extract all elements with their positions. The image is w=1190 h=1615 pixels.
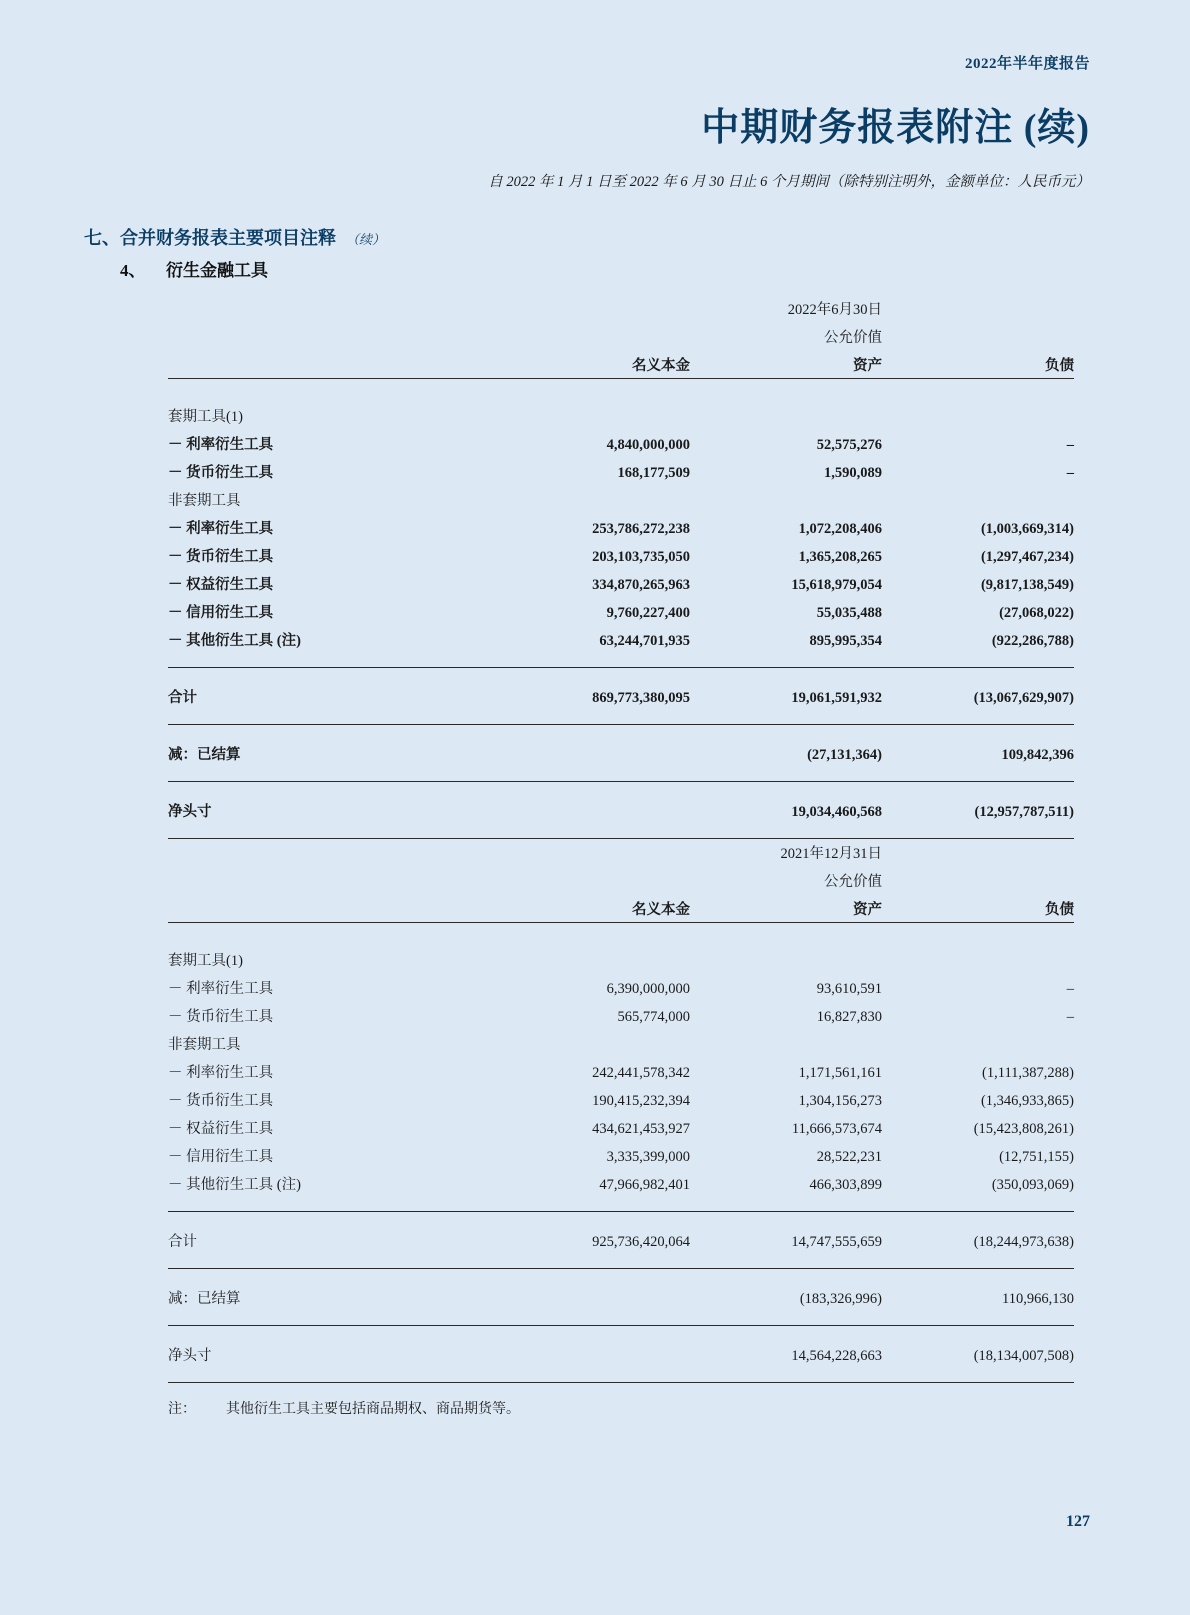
table1-col-notional: 名义本金 [498, 350, 690, 379]
subsection-number: 4、 [120, 261, 146, 280]
spacer [168, 1269, 1074, 1284]
table-header-fv-row [168, 322, 1074, 350]
table-row: － 权益衍生工具 434,621,453,927 11,666,573,674 (15,423,808,261) [168, 1120, 1074, 1137]
spacer [168, 379, 1074, 402]
running-head: 2022年半年度报告 [964, 56, 1090, 72]
table-row: － 货币衍生工具 168,177,509 1,590,089 – [168, 464, 1074, 481]
table-row: － 利率衍生工具 253,786,272,238 1,072,208,406 (1,003,669,314) [168, 520, 1074, 537]
derivatives-table-2021 [168, 838, 1074, 1383]
table-header-date-row [168, 294, 1074, 322]
spacer [168, 824, 1074, 839]
table2-net-row: 净头寸 14,564,228,663 (18,134,007,508) [168, 1347, 1074, 1364]
table-row: － 信用衍生工具 3,335,399,000 28,522,231 (12,751,155) [168, 1148, 1074, 1165]
spacer [168, 1326, 1074, 1341]
page-subtitle: 自 2022 年 1 月 1 日至 2022 年 6 月 30 日止 6 个月期间（除特别注明外，金额单位：人民币元） [488, 174, 1090, 190]
table-row: 套期工具(1) [168, 952, 243, 969]
table2-col-notional: 名义本金 [498, 894, 690, 923]
spacer [168, 1197, 1074, 1212]
spacer [168, 668, 1074, 683]
table-row: － 货币衍生工具 565,774,000 16,827,830 – [168, 1008, 1074, 1025]
spacer [168, 767, 1074, 782]
section-heading [84, 224, 385, 250]
table2-col-asset: 资产 [690, 894, 882, 923]
derivatives-table-2022 [168, 294, 1074, 839]
spacer [168, 653, 1074, 668]
table-header-fv-row [168, 866, 1074, 894]
spacer [168, 1368, 1074, 1383]
spacer [168, 923, 1074, 946]
table-row: － 利率衍生工具 242,441,578,342 1,171,561,161 (1,111,387,288) [168, 1064, 1074, 1081]
page-number: 127 [1066, 1513, 1090, 1530]
table2-fv-header: 公允价值 [824, 873, 882, 890]
table-header-date-row [168, 838, 1074, 866]
subsection-heading [120, 256, 268, 281]
table-row: 非套期工具 [168, 492, 241, 509]
section-heading-text: 七、合并财务报表主要项目注释 [84, 228, 336, 248]
spacer [168, 1311, 1074, 1326]
table2-column-header-row [168, 894, 1074, 923]
table1-col-asset: 资产 [690, 350, 882, 379]
table-row: － 其他衍生工具 (注) 47,966,982,401 466,303,899 (350,093,069) [168, 1176, 1074, 1193]
spacer [168, 710, 1074, 725]
table-row: － 信用衍生工具 9,760,227,400 55,035,488 (27,068,022) [168, 604, 1074, 621]
table-row: － 货币衍生工具 190,415,232,394 1,304,156,273 (1,346,933,865) [168, 1092, 1074, 1109]
table-row: 套期工具(1) [168, 408, 243, 425]
table-row: 非套期工具 [168, 1036, 241, 1053]
table-row: － 利率衍生工具 6,390,000,000 93,610,591 – [168, 980, 1074, 997]
page-title: 中期财务报表附注 (续) [701, 107, 1090, 149]
table-row: － 利率衍生工具 4,840,000,000 52,575,276 – [168, 436, 1074, 453]
spacer [168, 782, 1074, 797]
table1-settled-row: 减：已结算 (27,131,364) 109,842,396 [168, 746, 1074, 763]
table-row: － 其他衍生工具 (注) 63,244,701,935 895,995,354 (922,286,788) [168, 632, 1074, 649]
table1-column-header-row [168, 350, 1074, 379]
table1-date-header: 2022年6月30日 [787, 301, 882, 318]
table1-col-liability: 负债 [882, 350, 1074, 379]
table2-settled-row: 减：已结算 (183,326,996) 110,966,130 [168, 1290, 1074, 1307]
table2-date-header: 2021年12月31日 [780, 845, 882, 862]
table2-total-row: 合计 925,736,420,064 14,747,555,659 (18,244,973,638) [168, 1233, 1074, 1250]
table2-col-liability: 负债 [882, 894, 1074, 923]
spacer [168, 725, 1074, 740]
footnote-text: 其他衍生工具主要包括商品期权、商品期货等。 [226, 1402, 520, 1417]
section-heading-continued: （续） [346, 232, 386, 247]
table-row: － 货币衍生工具 203,103,735,050 1,365,208,265 (1,297,467,234) [168, 548, 1074, 565]
table1-net-row: 净头寸 19,034,460,568 (12,957,787,511) [168, 803, 1074, 820]
footnote [168, 1398, 520, 1418]
table1-fv-header: 公允价值 [824, 329, 882, 346]
subsection-title: 衍生金融工具 [166, 261, 268, 280]
table-row: － 权益衍生工具 334,870,265,963 15,618,979,054 (9,817,138,549) [168, 576, 1074, 593]
spacer [168, 1254, 1074, 1269]
spacer [168, 1212, 1074, 1227]
footnote-label: 注： [168, 1402, 196, 1417]
table1-total-row: 合计 869,773,380,095 19,061,591,932 (13,067,629,907) [168, 689, 1074, 706]
